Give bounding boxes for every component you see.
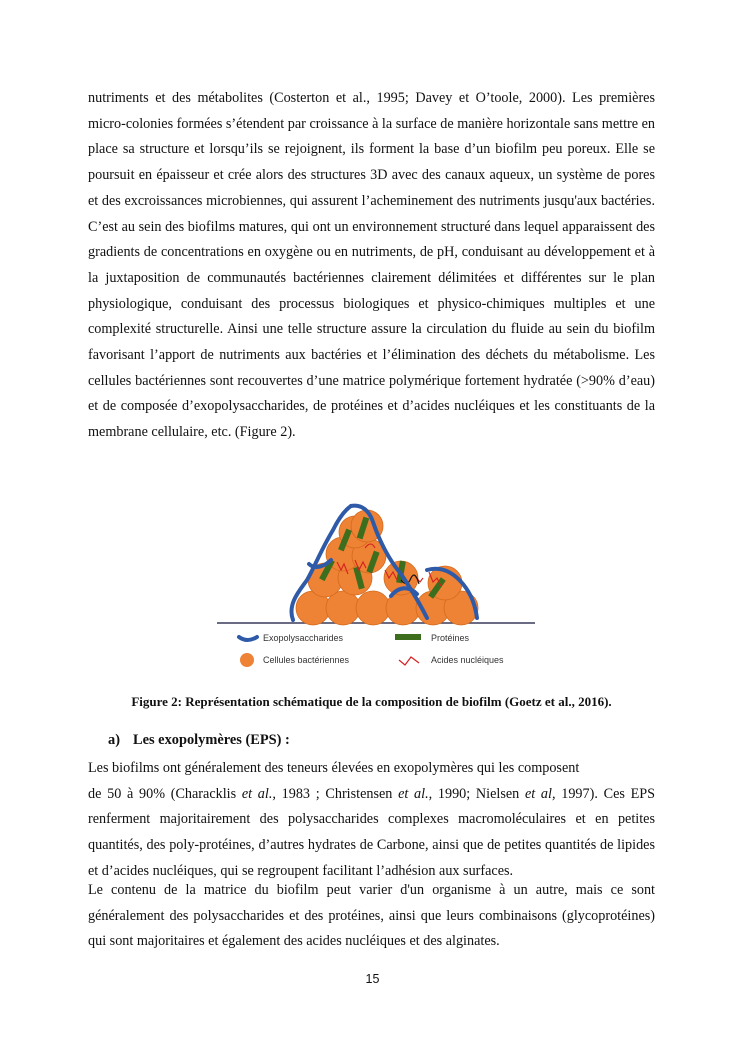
- body-paragraph-2: [88, 756, 655, 885]
- section-title: Les exopolymères (EPS) :: [133, 732, 290, 748]
- citation-et-al: et al,: [524, 785, 556, 802]
- body-paragraph-1: nutriments et des métabolites (Costerton et al., 1995; Davey et O’toole, 2000). Les premières micro-colonies formées s’étendent par croissance à la surface de manière horizontale sans mettre en place sa structure et lorsqu’ils se rejoignent, ils forment la base d’un biofilm peu poreux. Elle se poursuit en épaisseur et crée alors des structures 3D avec des canaux aqueux, un système de pores et des excroissances microbiennes, qui assurent l’acheminement des nutriments jusqu'aux bactéries. C’est au sein des biofilms matures, qui ont un environnement structuré dans lequel apparaissent des gradients de concentrations en oxygène ou en nutriments, de pH, conduisant au développement et à la juxtaposition de communautés bactériennes clairement délimitées et différentes sur le plan physiologique, conduisant des processus biologiques et physico-chimiques multiples et une complexité structurelle. Ainsi une telle structure assure la circulation du fluide au sein du biofilm favorisant l’apport de nutriments aux bactéries et l’élimination des déchets du métabolisme. Les cellules bactériennes sont recouvertes d’une matrice polymérique fortement hydratée (>90% d’eau) et de composée d’exopolysaccharides, de protéines et d’acides nucléiques et les constituants de la membrane cellulaire, etc. (Figure 2).: [88, 90, 655, 441]
- biofilm-figure: [205, 500, 540, 682]
- paragraph-2-text: de 50 à 90% (Characklis: [88, 785, 242, 802]
- paragraph-2-text: 1990; Nielsen: [432, 785, 525, 802]
- paragraph-2-text: 1997). Ces EPS renferment majoritairement des polysaccharides complexes macromoléculaires et en petites quantités, des poly-protéines, d’autres hydrates de Carbone, ainsi que de petites quantités de lipides et d’acides nucléiques, qui se regroupent facilitant l’adhésion aux surfaces.: [88, 785, 656, 879]
- legend-nucleic-label: Acides nucléiques: [431, 655, 504, 665]
- paragraph-2-first-line: Les biofilms ont généralement des teneurs élevées en exopolymères qui les composent: [88, 760, 580, 776]
- legend-protein-symbol: [395, 634, 421, 640]
- legend-cell-label: Cellules bactériennes: [263, 655, 350, 665]
- figure-caption: Figure 2: Représentation schématique de la composition de biofilm (Goetz et al., 2016).: [131, 694, 612, 709]
- section-heading: [108, 732, 290, 749]
- legend-cell-symbol: [240, 653, 254, 667]
- body-paragraph-3: Le contenu de la matrice du biofilm peut varier d'un organisme à un autre, mais ce sont généralement des polysaccharides et des protéines, ainsi que leurs combinaisons (glycoprotéines) qui sont majoritaires et également des acides nucléiques et des alginates.: [88, 882, 655, 950]
- section-label: a): [108, 732, 120, 748]
- citation-et-al: et al.,: [241, 785, 276, 802]
- paragraph-2-text: 1983 ; Christensen: [275, 785, 399, 802]
- legend-eps-label: Exopolysaccharides: [263, 633, 344, 643]
- page-number: 15: [365, 972, 380, 986]
- legend-protein-label: Protéines: [431, 633, 470, 643]
- citation-et-al: et al.,: [398, 785, 433, 802]
- bacterial-cell: [356, 591, 390, 625]
